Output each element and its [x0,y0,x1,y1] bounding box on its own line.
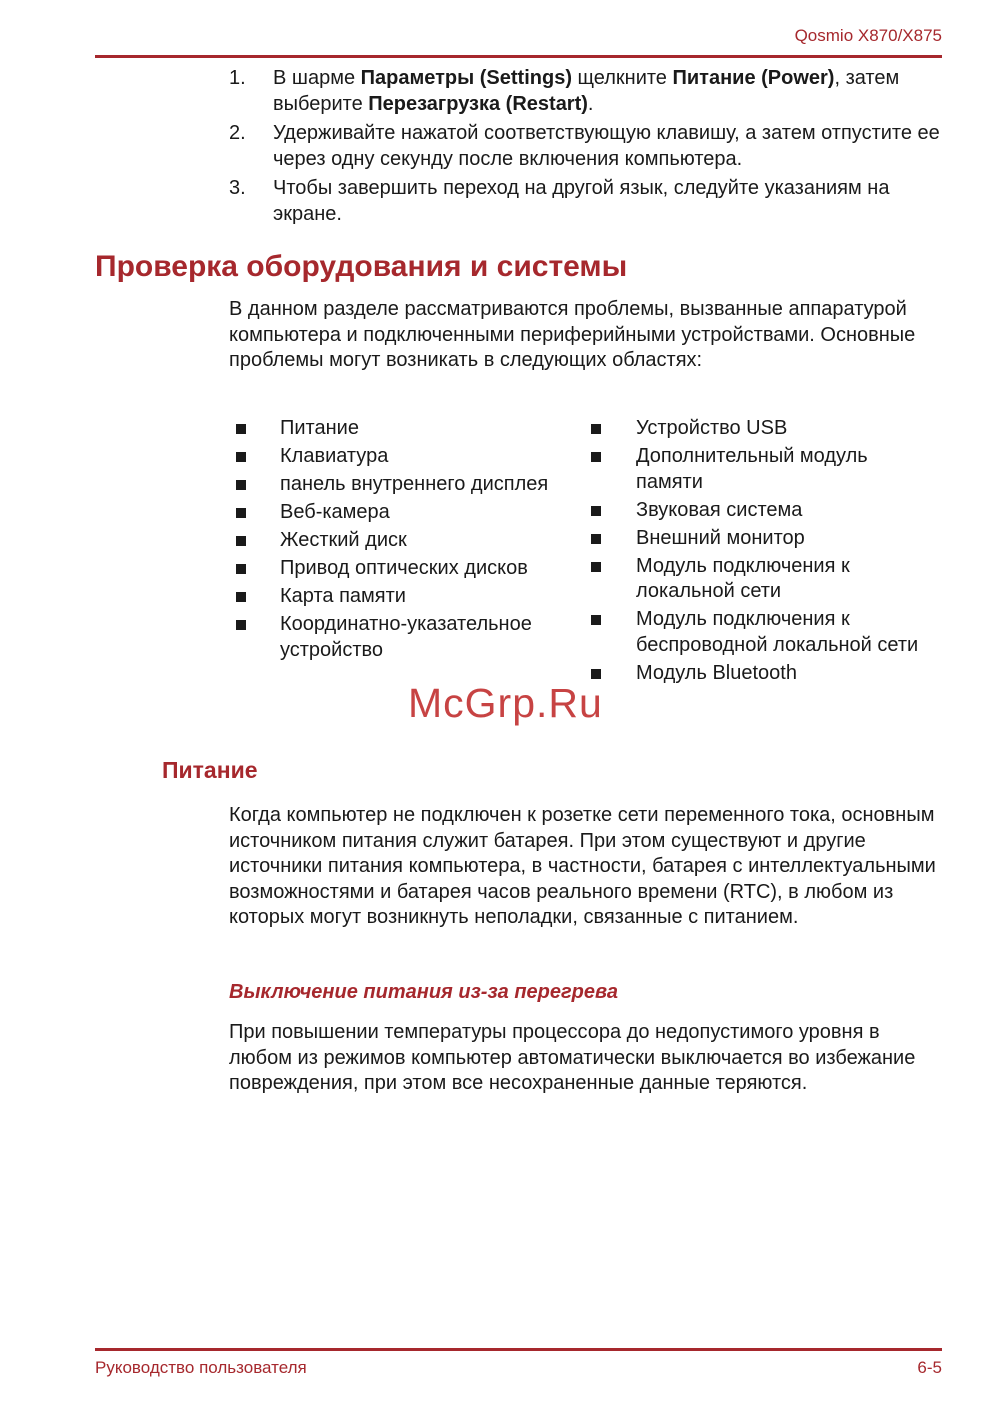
problem-areas-list-right [591,416,931,689]
list-item [591,607,931,658]
square-bullet-icon [236,536,246,546]
step-number: 3. [229,177,246,199]
list-item-label: Устройство USB [636,417,788,439]
list-item [591,498,931,524]
step-text [273,67,899,115]
step-number: 2. [229,122,246,144]
step-number: 1. [229,67,246,89]
square-bullet-icon [236,480,246,490]
step-text-part: , затем выберите [273,67,900,115]
list-item [236,444,586,470]
list-item-label: Карта памяти [280,585,406,607]
step-text: Чтобы завершить переход на другой язык, следуйте указаниям на экране. [273,177,890,225]
footer-manual-title: Руководство пользователя [95,1358,307,1377]
list-item-label: Клавиатура [280,445,389,467]
square-bullet-icon [591,669,601,679]
square-bullet-icon [236,452,246,462]
step-item [229,121,949,172]
step-text-part: щелкните [571,67,673,89]
ui-term-settings: Параметры (Settings) [360,67,572,89]
list-item [236,584,586,610]
square-bullet-icon [236,620,246,630]
list-item-label: Дополнительный модуль памяти [636,445,868,493]
square-bullet-icon [591,615,601,625]
list-item-label: Внешний монитор [636,526,805,549]
ui-term-restart: Перезагрузка (Restart) [368,92,588,115]
square-bullet-icon [236,424,246,434]
square-bullet-icon [591,534,601,544]
square-bullet-icon [591,506,601,516]
list-item-label: Модуль подключения к беспроводной локальной сети [636,608,919,656]
square-bullet-icon [591,452,601,462]
step-text-part: В шарме [273,67,361,89]
page-number: 6-5 [917,1358,942,1377]
list-item-label: панель внутреннего дисплея [280,473,549,495]
header-divider [95,55,942,58]
step-item [229,66,949,117]
list-item [236,528,586,554]
ui-term-power: Питание (Power) [672,67,835,89]
list-item-label: Жесткий диск [280,529,407,551]
step-text: Удерживайте нажатой соответствующую клавишу, а затем отпустите ее через одну секунду после включения компьютера. [273,122,940,170]
square-bullet-icon [236,508,246,518]
list-item [236,612,586,663]
list-item [591,554,931,605]
square-bullet-icon [236,592,246,602]
list-item-label: Модуль Bluetooth [636,661,797,684]
list-item [236,556,586,582]
square-bullet-icon [591,424,601,434]
list-item [236,416,586,442]
list-item [591,526,931,552]
list-item [591,444,931,495]
list-item [236,500,586,526]
overheat-paragraph: При повышении температуры процессора до недопустимого уровня в любом из режимов компьютер автоматически выключается во избежание повреждения, при этом все несохраненные данные теряются. [229,1021,916,1095]
overheat-title: Выключение питания из-за перегрева [229,981,618,1003]
square-bullet-icon [236,564,246,574]
square-bullet-icon [591,562,601,572]
list-item [591,661,931,687]
list-item-label: Модуль подключения к локальной сети [636,554,850,602]
list-item-label: Привод оптических дисков [280,557,528,579]
list-item-label: Питание [280,417,359,439]
footer-divider [95,1348,942,1351]
subsection-title: Питание [162,757,258,783]
restart-steps-list [229,66,949,231]
header-title: Qosmio X870/X875 [794,26,942,45]
list-item-label: Звуковая система [636,498,803,521]
problem-areas-list-left [236,416,586,666]
step-item [229,176,949,227]
section-intro: В данном разделе рассматриваются проблемы, вызванные аппаратурой компьютера и подключенными периферийными устройствами. Основные проблемы могут возникать в следующих областях: [229,298,916,372]
step-text-part: . [587,92,594,115]
power-paragraph: Когда компьютер не подключен к розетке сети переменного тока, основным источником питания служит батарея. При этом существуют и другие источники питания компьютера, в частности, батарея с интеллектуальными возможностями и батарея часов реального времени (RTC), в любом из которых могут возникнуть неполадки, связанные с питанием. [229,804,936,929]
list-item [591,416,931,442]
section-title: Проверка оборудования и системы [95,250,628,283]
list-item [236,472,586,498]
watermark: McGrp.Ru [408,680,603,726]
list-item-label: Веб-камера [280,501,390,523]
list-item-label: Координатно-указательное устройство [280,613,532,661]
